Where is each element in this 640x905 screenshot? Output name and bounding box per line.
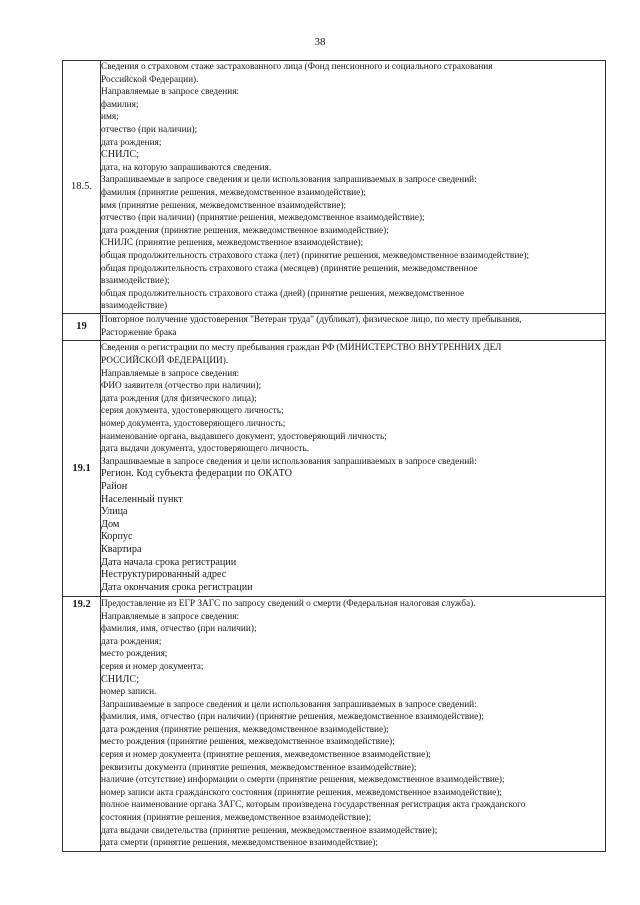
row-number: 19.2 <box>63 596 101 851</box>
content-line: Сведения о регистрации по месту пребывания граждан РФ (МИНИСТЕРСТВО ВНУТРЕННИХ ДЕЛ <box>101 343 502 354</box>
content-line: Дата начала срока регистрации <box>101 556 237 568</box>
content-line: Дата окончания срока регистрации <box>101 581 253 593</box>
row-content <box>101 313 606 340</box>
row-content <box>101 596 606 851</box>
content-line: Российской Федерации). <box>101 74 199 85</box>
table-row <box>63 340 606 596</box>
content-line: Предоставление из ЕГР ЗАГС по запросу сведений о смерти (Федеральная налоговая служба). <box>101 598 476 609</box>
content-line: общая продолжительность страхового стажа (дней) (принятие решения, межведомственное <box>101 288 465 299</box>
content-line: фамилия (принятие решения, межведомственное взаимодействие); <box>101 187 366 198</box>
content-line: Населенный пункт <box>101 493 183 505</box>
content-line: серия документа, удостоверяющего личность; <box>101 406 284 417</box>
content-line: фамилия; <box>101 99 139 110</box>
content-line: ФИО заявителя (отчество при наличии); <box>101 381 262 392</box>
content-line: дата рождения (принятие решения, межведомственное взаимодействие); <box>101 724 389 735</box>
content-line: Запрашиваемые в запросе сведения и цели использования запрашиваемых в запросе сведений: <box>101 699 477 710</box>
content-line: Корпус <box>101 531 133 543</box>
content-line: отчество (при наличии) (принятие решения, межведомственное взаимодействие); <box>101 213 425 224</box>
row-number: 19.1 <box>63 340 101 596</box>
content-line: дата рождения (принятие решения, межведомственное взаимодействие); <box>101 225 389 236</box>
content-line: реквизиты документа (принятие решения, межведомственное взаимодействие); <box>101 762 417 773</box>
table-row <box>63 61 606 314</box>
content-line: Неструктурированный адрес <box>101 569 227 581</box>
content-line: дата рождения; <box>101 636 162 647</box>
content-line: дата рождения (для физического лица); <box>101 393 257 404</box>
page-number: 38 <box>314 36 326 48</box>
row-number: 18.5. <box>63 61 101 314</box>
content-line: наличие (отсутствие) информации о смерти (принятие решения, межведомственное взаимодействие); <box>101 775 505 786</box>
content-line: Регион. Код субъекта федерации по ОКАТО <box>101 468 293 480</box>
row-number: 19 <box>63 313 101 340</box>
content-line: взаимодействие) <box>101 301 168 312</box>
content-line: СНИЛС; <box>101 149 140 161</box>
content-line: РОССИЙСКОЙ ФЕДЕРАЦИИ). <box>101 356 229 367</box>
content-line: дата рождения; <box>101 137 162 148</box>
content-line: дата смерти (принятие решения, межведомственное взаимодействие); <box>101 838 378 849</box>
content-line: Направляемые в запросе сведения: <box>101 368 240 379</box>
content-line: состояния (принятие решения, межведомственное взаимодействие); <box>101 813 372 824</box>
content-line: Квартира <box>101 543 142 555</box>
content-line: номер документа, удостоверяющего личность; <box>101 419 286 429</box>
content-line: полное наименование органа ЗАГС, которым произведена государственная регистрация акта гражданского <box>101 800 526 811</box>
table-row <box>63 596 606 851</box>
content-line: фамилия, имя, отчество (при наличии) (принятие решения, межведомственное взаимодействие); <box>101 712 484 723</box>
content-line: Сведения о страховом стаже застрахованного лица (Фонд пенсионного и социального страхования <box>101 62 493 72</box>
content-line: дата, на которую запрашиваются сведения. <box>101 162 272 173</box>
content-line: отчество (при наличии); <box>101 124 198 135</box>
content-line: Запрашиваемые в запросе сведения и цели использования запрашиваемых в запросе сведений: <box>101 175 477 186</box>
content-line: общая продолжительность страхового стажа (лет) (принятие решения, межведомственное взаимодействие); <box>101 250 530 261</box>
content-line: номер записи. <box>101 687 157 698</box>
content-line: Направляемые в запросе сведения: <box>101 87 240 98</box>
content-line: место рождения; <box>101 649 168 660</box>
content-line: фамилия, имя, отчество (при наличии); <box>101 624 257 635</box>
content-line: Расторжение брака <box>101 327 177 338</box>
content-line: Район <box>101 480 128 492</box>
content-line: Направляемые в запросе сведения: <box>101 611 240 622</box>
content-line: СНИЛС; <box>101 673 140 685</box>
content-line: взаимодействие); <box>101 276 170 287</box>
content-line: серия и номер документа (принятие решения, межведомственное взаимодействие); <box>101 750 431 761</box>
row-content <box>101 61 606 314</box>
content-line: дата выдачи документа, удостоверяющего личность. <box>101 444 310 455</box>
content-line: номер записи акта гражданского состояния (принятие решения, межведомственное взаимодействие); <box>101 787 502 798</box>
content-line: имя (принятие решения, межведомственное взаимодействие); <box>101 200 347 211</box>
content-line: Дом <box>101 518 120 530</box>
content-line: дата выдачи свидетельства (принятие решения, межведомственное взаимодействие); <box>101 825 438 836</box>
content-line: Улица <box>101 506 128 518</box>
services-table <box>62 60 606 852</box>
table-row <box>63 313 606 340</box>
content-line: Повторное получение удостоверения "Ветеран труда" (дубликат), физическое лицо, по месту пребывания, <box>101 315 522 326</box>
content-line: СНИЛС (принятие решения, межведомственное взаимодействие); <box>101 238 364 249</box>
content-line: место рождения (принятие решения, межведомственное взаимодействие); <box>101 737 395 748</box>
content-line: общая продолжительность страхового стажа (месяцев) (принятие решения, межведомственное <box>101 263 478 274</box>
content-line: серия и номер документа; <box>101 661 204 672</box>
content-line: наименование органа, выдавшего документ, удостоверяющий личность; <box>101 431 387 442</box>
content-line: Запрашиваемые в запросе сведения и цели использования запрашиваемых в запросе сведений: <box>101 456 477 467</box>
row-content <box>101 340 606 596</box>
content-line: имя; <box>101 112 119 123</box>
